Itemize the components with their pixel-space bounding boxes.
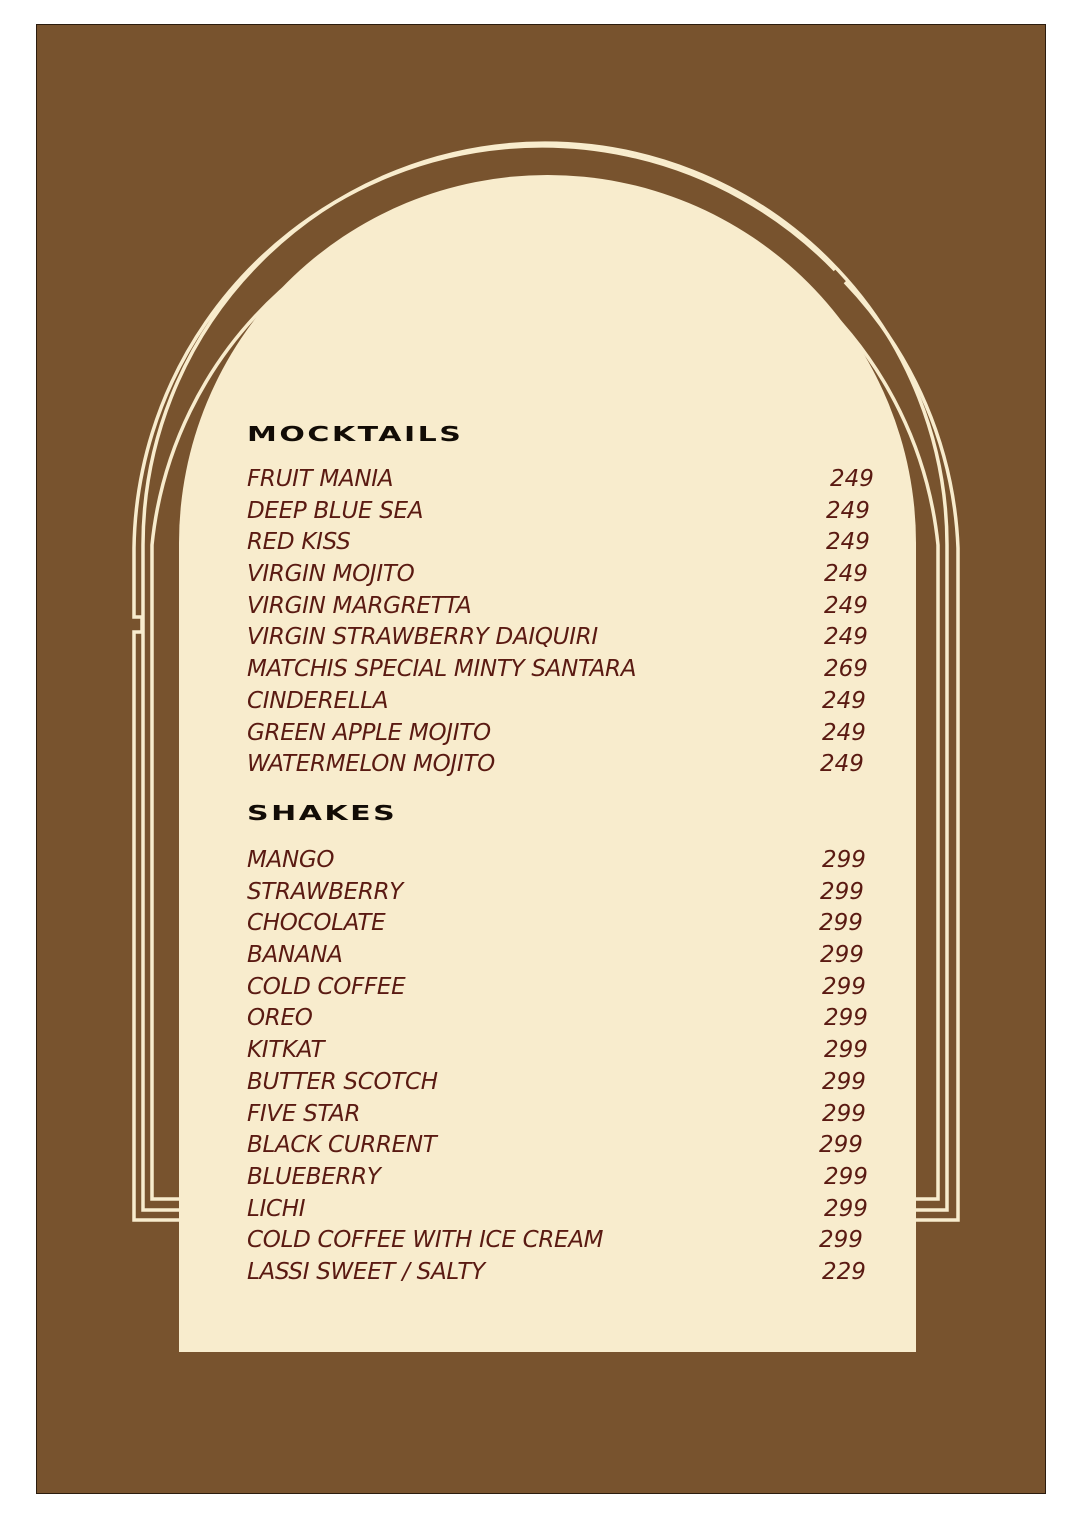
item-name: LICHI [247,1195,306,1222]
menu-item [247,1067,872,1099]
menu-item [247,1194,872,1226]
item-name: FRUIT MANIA [247,466,394,492]
item-name: OREO [247,1005,313,1032]
menu-item [247,1225,872,1257]
item-name: VIRGIN MARGRETTA [247,592,472,619]
item-price: 299 [822,847,866,873]
item-price: 249 [824,592,868,619]
mocktails-list [247,464,872,781]
menu-item [247,1130,872,1162]
shakes-list [247,845,872,1289]
item-price: 299 [819,1132,863,1159]
menu-item [247,1099,872,1131]
item-name: BANANA [247,942,343,969]
menu-item [247,718,872,750]
menu-item [247,972,872,1004]
item-price: 299 [819,1227,863,1254]
menu-item [247,908,872,940]
item-price: 229 [822,1258,866,1285]
menu-item [247,527,872,559]
item-name: GREEN APPLE MOJITO [247,719,491,746]
item-name: STRAWBERRY [247,878,404,905]
menu-item [247,1035,872,1067]
item-price: 299 [824,1037,868,1064]
item-price: 299 [820,878,864,905]
item-price: 299 [824,1163,868,1190]
item-price: 249 [830,466,874,492]
menu-item [247,749,872,781]
item-name: CHOCOLATE [247,910,386,937]
menu-item [247,877,872,909]
item-price: 299 [824,1195,868,1222]
menu-item [247,496,872,528]
item-price: 249 [822,719,866,746]
menu-item [247,464,872,496]
item-name: CINDERELLA [247,687,389,714]
menu-item [247,686,872,718]
menu-item [247,591,872,623]
item-name: MANGO [247,847,335,873]
item-name: LASSI SWEET / SALTY [247,1258,485,1285]
item-price: 249 [826,497,870,524]
item-price: 299 [822,1068,866,1095]
item-name: BLACK CURRENT [247,1132,437,1159]
section-title-mocktails: MOCKTAILS [247,422,464,446]
item-price: 299 [824,1005,868,1032]
item-name: VIRGIN MOJITO [247,561,415,588]
item-price: 299 [822,973,866,1000]
item-name: WATERMELON MOJITO [247,751,495,778]
menu-item [247,845,872,877]
menu-item [247,1162,872,1194]
item-price: 249 [822,687,866,714]
item-price: 299 [819,910,863,937]
item-name: BLUEBERRY [247,1163,381,1190]
item-price: 249 [824,624,868,651]
item-name: DEEP BLUE SEA [247,497,424,524]
menu-item [247,940,872,972]
menu-item [247,1003,872,1035]
item-name: RED KISS [247,529,351,556]
item-price: 249 [820,751,864,778]
menu-item [247,1257,872,1289]
menu-item [247,559,872,591]
item-price: 249 [826,529,870,556]
item-name: COLD COFFEE [247,973,406,1000]
menu-item [247,622,872,654]
item-price: 269 [824,656,868,683]
menu-item [247,654,872,686]
item-name: COLD COFFEE WITH ICE CREAM [247,1227,604,1254]
item-price: 249 [824,561,868,588]
item-name: FIVE STAR [247,1100,361,1127]
item-name: MATCHIS SPECIAL MINTY SANTARA [247,656,637,683]
item-price: 299 [820,942,864,969]
item-name: BUTTER SCOTCH [247,1068,438,1095]
item-name: VIRGIN STRAWBERRY DAIQUIRI [247,624,598,651]
item-price: 299 [822,1100,866,1127]
section-title-shakes: SHAKES [247,801,398,825]
item-name: KITKAT [247,1037,325,1064]
